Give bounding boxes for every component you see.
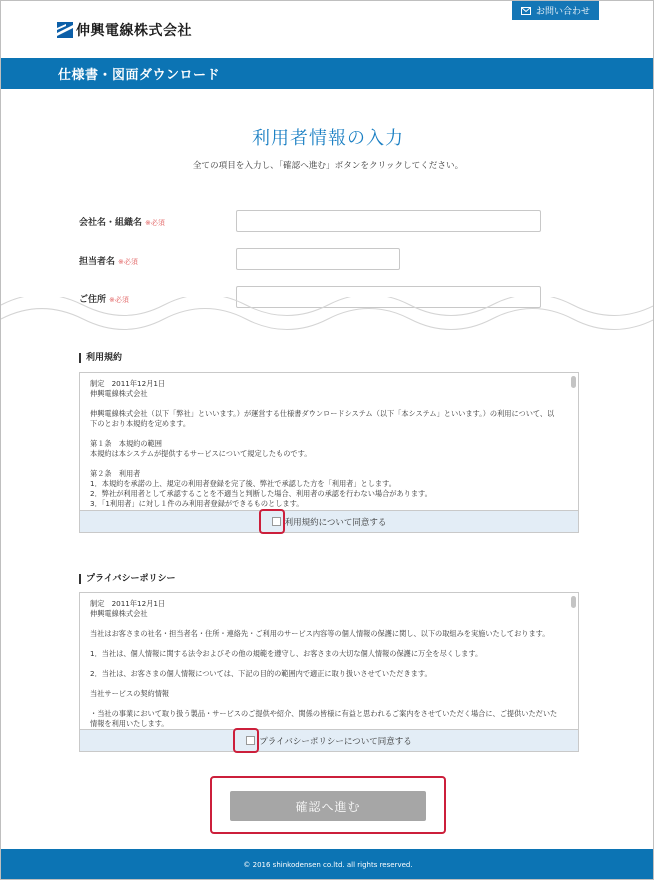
contact-label: お問い合わせ [535, 7, 590, 17]
logo-text: 伸興電線株式会社 [76, 23, 192, 39]
terms-line: 第１条 本規約の範囲 [90, 439, 162, 448]
privacy-line: 伸興電線株式会社 [90, 609, 148, 618]
person-label-text: 担当者名 [79, 257, 116, 267]
footer-copyright: © 2016 shinkodensen co.ltd. all rights reserved. [243, 861, 413, 869]
terms-line: 伸興電線株式会社 [90, 389, 148, 398]
person-label [79, 254, 138, 267]
company-label [79, 215, 165, 228]
terms-agree-row[interactable] [79, 511, 579, 533]
company-logo[interactable] [57, 20, 192, 40]
section-bar [1, 58, 654, 89]
section-bar-title: 仕様書・図面ダウンロード [58, 68, 221, 83]
logo-mark-icon [57, 22, 73, 38]
privacy-textbox[interactable] [79, 592, 579, 730]
privacy-line: 1．当社は、個人情報に関する法令およびその他の規範を遵守し、お客さまの大切な個人情報の保護に万全を尽くします。 [90, 649, 483, 658]
terms-line: 3．「1利用者」に対し１件のみ利用者登録ができるものとします。 [90, 499, 304, 508]
terms-text [80, 373, 568, 511]
terms-line: 制定 2011年12月1日 [90, 379, 166, 388]
company-label-text: 会社名・組織名 [79, 218, 143, 228]
privacy-scrollbar[interactable] [571, 596, 576, 608]
terms-line: 2．弊社が利用者として承認することを不適当と判断した場合、利用者の承認を行わない場合があります。 [90, 489, 432, 498]
privacy-agree-row[interactable] [79, 730, 579, 752]
person-input[interactable] [236, 248, 400, 270]
privacy-line: 当社サービスの契約情報 [90, 689, 170, 698]
address-label-text: ご住所 [79, 295, 107, 305]
terms-textbox[interactable] [79, 372, 579, 511]
page-title: 利用者情報の入力 [252, 128, 404, 149]
contact-button[interactable] [512, 1, 599, 20]
required-mark: ※必須 [145, 219, 165, 227]
terms-line: 第２条 利用者 [90, 469, 141, 478]
company-input[interactable] [236, 210, 541, 232]
terms-line: 伸興電線株式会社（以下「弊社」といいます。）が運営する仕様書ダウンロードシステム（以下「本システム」といいます。）の利用について、以下のとおり本規約を定めます。 [90, 409, 555, 428]
privacy-checkbox-highlight [233, 728, 259, 753]
privacy-heading: プライバシーポリシー [79, 574, 176, 584]
footer [1, 849, 654, 880]
privacy-agree-label[interactable]: プライバシーポリシーについて同意する [259, 736, 412, 747]
privacy-line: ・当社の事業において取り扱う製品・サービスのご提供や紹介、関係の皆様に有益と思われるご案内をさせていただく場合に、ご提供いただいた情報を利用いたします。 [90, 709, 558, 728]
privacy-line: 制定 2011年12月1日 [90, 599, 166, 608]
required-mark: ※必須 [109, 296, 129, 304]
page-subtitle: 全ての項目を入力し、「確認へ進む」ボタンをクリックしてください。 [192, 161, 464, 171]
privacy-line: 2．当社は、お客さまの個人情報については、下記の目的の範囲内で適正に取り扱いさせていただきます。 [90, 669, 432, 678]
privacy-line: 当社はお客さまの社名・担当者名・住所・連絡先・ご利用のサービス内容等の個人情報の保護に関し、以下の取組みを実施いたしております。 [90, 629, 550, 638]
terms-agree-label[interactable]: 利用規約について同意する [284, 517, 387, 528]
confirm-button[interactable]: 確認へ進む [230, 791, 426, 821]
privacy-text [80, 593, 568, 730]
terms-scrollbar[interactable] [571, 376, 576, 388]
terms-line: 1．本規約を承諾の上、規定の利用者登録を完了後、弊社で承認した方を「利用者」とします。 [90, 479, 396, 488]
terms-heading: 利用規約 [79, 353, 122, 363]
torn-edge-divider [1, 297, 654, 357]
terms-checkbox-highlight [259, 509, 285, 534]
terms-line: 本規約は本システムが提供するサービスについて規定したものです。 [90, 449, 312, 458]
mail-icon [521, 7, 531, 15]
required-mark: ※必須 [118, 258, 138, 266]
